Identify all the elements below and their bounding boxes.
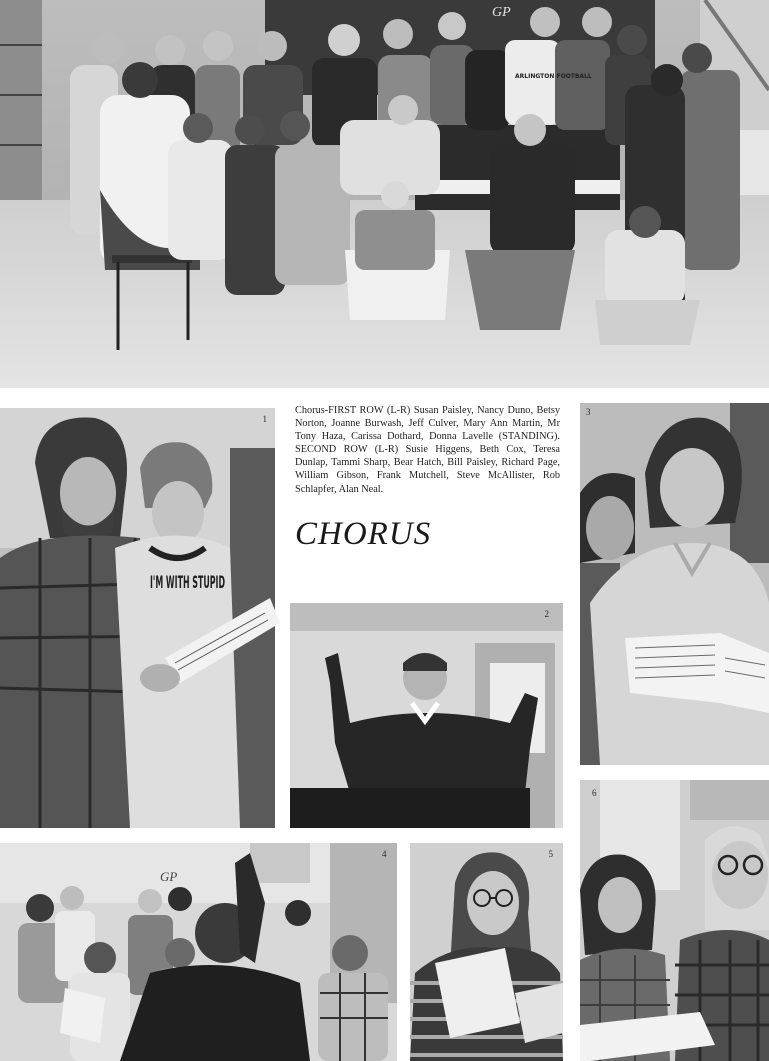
photo-4 [0,843,397,1061]
photo-2 [290,603,563,828]
photo-1-shirt-text: I'M WITH STUPID [150,573,225,593]
photo-1 [0,408,275,828]
photo-2-number: 2 [544,609,549,619]
photo-4-handwriting: GP [160,869,178,884]
group-handwriting: GP [492,5,511,20]
group-shirt-text: ARLINGTON FOOTBALL [515,73,592,80]
photo-4-number: 4 [382,849,387,859]
group-photo [0,0,769,388]
photo-3-number: 3 [586,407,591,417]
photo-3 [580,403,769,765]
photo-6 [580,780,769,1061]
photo-1-number: 1 [262,414,267,424]
photo-2-image [290,603,563,828]
photo-4-image [0,843,397,1061]
photo-6-image [580,780,769,1061]
photo-5-image [410,843,563,1061]
photo-1-image [0,408,275,828]
page-title: CHORUS [295,516,432,552]
photo-5 [410,843,563,1061]
chorus-caption: Chorus-FIRST ROW (L-R) Susan Paisley, Nancy Duno, Betsy Norton, Joanne Burwash, Jeff Culver, Mary Ann Martin, Mr Tony Haza, Carissa Dothard, Donna Lavelle (STANDING). SECOND ROW (L-R) Susie Higgens, Beth Cox, Teresa Dunlap, Tammi Sharp, Bear Hatch, Bill Paisley, Richard Page, William Gibson, Frank Mutchell, Steve McAllister, Rob Schlapfer, Alan Neal. [295,405,560,495]
group-photo-image [0,0,769,388]
photo-3-image [580,403,769,765]
photo-6-number: 6 [592,788,597,798]
photo-5-number: 5 [548,849,553,859]
